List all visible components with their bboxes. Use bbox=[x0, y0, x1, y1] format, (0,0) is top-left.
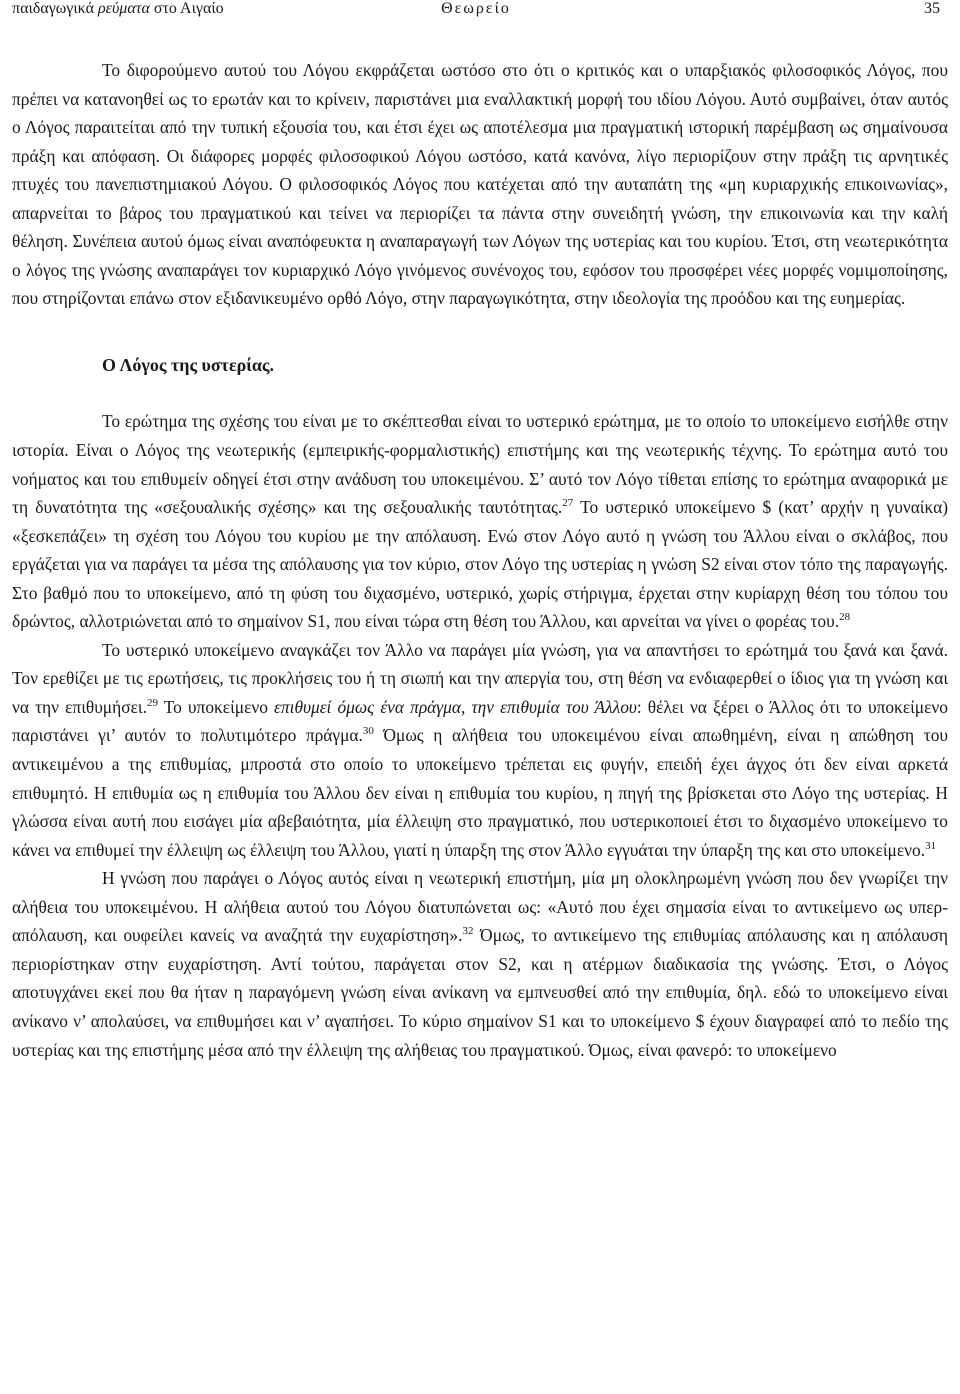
footnote-ref-27: 27 bbox=[562, 497, 574, 510]
section-title: Ο Λόγος της υστερίας. bbox=[102, 354, 275, 375]
paragraph-3-text-b: Το υποκείμενο bbox=[157, 696, 275, 717]
paragraph-3-text-a: Το υστερικό υποκείμενο αναγκάζει τον Άλλο να παράγει μία γνώση, για να απαντήσει το ερώτημά του ξανά και ξανά. Τον ερεθίζει με τις ερωτήσεις, τις προκλήσεις του ή τη σιωπή και την απεργία του, στη θέση να ενδιαφερθεί ο ίδιος για τη γνώση και να την επιθυμήσει. bbox=[12, 639, 948, 717]
article-body bbox=[12, 56, 948, 1064]
footnote-ref-29: 29 bbox=[146, 697, 158, 710]
paragraph-4-text-a: Η γνώση που παράγει ο Λόγος αυτός είναι η νεωτερική επιστήμη, μία μη ολοκληρωμένη γνώση που δεν γνωρίζει την αλήθεια του υποκειμένου. Η αλήθεια αυτού του Λόγου διατυπώνεται ως: «Αυτό που έχει σημασία είναι το αντικείμενο ως υπερ-απόλαυση, και ουφείλει κανείς να αναζητά την ευχαρίστηση». bbox=[12, 868, 948, 946]
paragraph-3-text-d: Όμως η αλήθεια του υποκειμένου είναι απωθημένη, είναι η απώθηση του αντικειμένου a της επιθυμίας, μπροστά στο οποίο το υποκείμενο τρέπεται εις φυγήν, επειδή έχει άγχος ότι δεν είναι αρκετά επιθυμητό. Η επιθυμία ως η επιθυμία του Άλλου δεν είναι η επιθυμία του κυρίου, η πηγή της βρίσκεται στο Λόγο της υστερίας. Η γλώσσα είναι αυτή που εισάγει μία αβεβαιότητα, μία έλλειψη στο πραγματικό, που υστερικοποιεί έτσι το διχασμένο υποκείμενο το κάνει να επιθυμεί την έλλειψη ως έλλειψη του Άλλου, γιατί η ύπαρξη της στον Άλλο εγγυάται την ύπαρξη της και στο υποκείμενο. bbox=[12, 725, 948, 860]
header-section-name: Θεωρείο bbox=[441, 0, 511, 17]
paragraph-3 bbox=[12, 636, 948, 864]
page-number: 35 bbox=[923, 0, 940, 17]
footnote-ref-32: 32 bbox=[462, 925, 474, 938]
header-journal-prefix: παιδαγωγικά bbox=[12, 0, 98, 17]
paragraph-2-text-b: Το υστερικό υποκείμενο $ (κατ’ αρχήν η γυναίκα) «ξεσκεπάζει» τη σχέση του Λόγου του κυρίου με την απόλαυση. Ενώ στον Λόγο αυτό η γνώση του Άλλου είναι ο σκλάβος, που εργάζεται για να παράγει τα μέσα της απόλαυσης για τον κύριο, στον Λόγο της υστερίας η γνώση S2 είναι στον τόπο της παραγωγής. Στο βαθμό που το υποκείμενο, από τη φύση του διχασμένο, υστερικό, χωρίς στήριγμα, έρχεται στην κυρίαρχη θέση του τόπου του δρώντος, αλλοτριώνεται από το σημαίνον S1, που είναι τώρα στη θέση του Άλλου, και αρνείται να γίνει ο φορέας του. bbox=[12, 497, 948, 632]
paragraph-1: Το διφορούμενο αυτού του Λόγου εκφράζεται ωστόσο στο ότι ο κριτικός και ο υπαρξιακός φιλοσοφικός Λόγος, που πρέπει να κατανοηθεί ως το ερωτάν και το κρίνειν, παριστάνει μια εναλλακτική μορφή του ιδίου Λόγου. Αυτό συμβαίνει, όταν αυτός ο Λόγος παραιτείται από την τυπική εξουσία του, και έτσι έχει ως αποτέλεσμα μια πραγματική ιστορική παρέμβαση ως σημαίνουσα πράξη και απόφαση. Οι διάφορες μορφές φιλοσοφικού Λόγου ωστόσο, κατά κανόνα, λίγο περιορίζουν στην πράξη τις αρνητικές πτυχές του πανεπιστημιακού Λόγου. Ο φιλοσοφικός Λόγος που κατέχεται από την αυταπάτη της «μη κυριαρχικής επικοινωνίας», απαρνείται το βάρος του πραγματικού και τείνει να περιορίζει τα πάντα στην συνειδητή γνώση, την επικοινωνία και την καλή θέληση. Συνέπεια αυτού όμως είναι αναπόφευκτα η αναπαραγωγή των Λόγων της υστερίας και του κυρίου. Έτσι, στη νεωτερικότητα ο λόγος της γνώσης αναπαράγει τον κυριαρχικό Λόγο γινόμενος συνένοχος του, εφόσον του προσφέρει νέες μορφές νομιμοποίησης, που στηρίζονται επάνω στον εξιδανικευμένο ορθό Λόγο, στην παραγωγικότητα, στην ιδεολογία της προόδου και της ευημερίας. bbox=[12, 60, 948, 309]
footnote-ref-30: 30 bbox=[362, 725, 374, 738]
paragraph-3-text-c: : θέλει να ξέρει ο Άλλος ότι το υποκείμενο παριστάνει γι’ αυτόν το πολυτιμότερο πράγμα. bbox=[12, 696, 948, 746]
paragraph-4 bbox=[12, 864, 948, 1064]
footnote-ref-28: 28 bbox=[839, 611, 851, 624]
running-header bbox=[12, 0, 948, 26]
header-journal-name bbox=[12, 0, 321, 18]
header-journal-suffix: στο Αιγαίο bbox=[149, 0, 224, 17]
paragraph-2-text-a: Το ερώτημα της σχέσης του είναι με το σκέπτεσθαι είναι το υστερικό ερώτημα, με το οποίο το υποκείμενο εισήλθε στην ιστορία. Είναι ο Λόγος της νεωτερικής (εμπειρικής-φορμαλιστικής) επιστήμης και της νεωτερικής τέχνης. Το ερώτημα αυτό του νοήματος και του επιθυμείν οδηγεί έτσι στην ανάδυση του υποκειμένου. Σ’ αυτό τον Λόγο τίθεται επίσης το ερώτημα αναφορικά με τη δυνατότητα της «σεξουαλικής σχέσης» και της σεξουαλικής ταυτότητας. bbox=[12, 411, 948, 518]
paragraph-4-text-b: Όμως, το αντικείμενο της επιθυμίας απόλαυσης και η απόλαυση περιορίστηκαν στην ευχαρίστηση. Αντί τούτου, παράγεται στον S2, και η ατέρμων διαδικασία της γνώσης. Έτσι, ο Λόγος αποτυγχάνει εκεί που θα ήταν η παραγόμενη γνώση είναι ανίκανη να εμπνευσθεί από την επιθυμία, δηλ. εδώ το υποκείμενο είναι ανίκανο ν’ απολαύσει, να επιθυμήσει και ν’ αγαπήσει. Το κύριο σημαίνον S1 και το υποκείμενο $ έχουν διαγραφεί από το πεδίο της υστερίας και της επιστήμης μέσα από την έλλειψη της αλήθειας του πραγματικού. Όμως, είναι φανερό: το υποκείμενο bbox=[12, 925, 948, 1060]
paragraph-3-italic-phrase: επιθυμεί όμως ένα πράγμα, την επιθυμία του Άλλου bbox=[274, 696, 637, 717]
footnote-ref-31: 31 bbox=[925, 839, 937, 852]
header-journal-italic: ρεύματα bbox=[97, 0, 150, 17]
paragraph-2 bbox=[12, 407, 948, 635]
